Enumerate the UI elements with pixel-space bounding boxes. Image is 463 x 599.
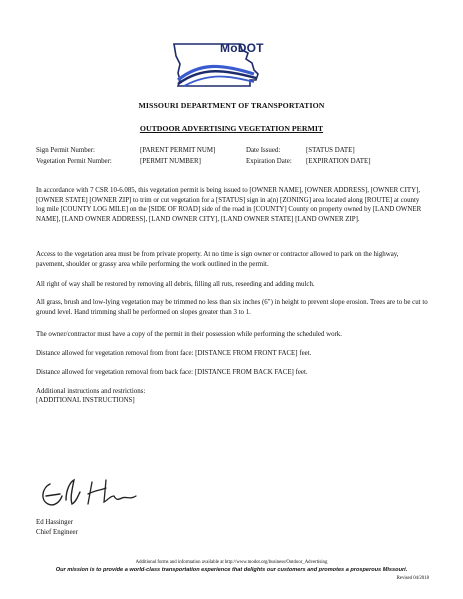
sign-permit-value: [PARENT PERMIT NUM] [140, 147, 216, 154]
additional-instructions-label: Additional instructions and restrictions: [36, 388, 146, 395]
trimming-paragraph: All grass, brush and low-lying vegetation may be trimmed no less than six inches (6") in height to prevent slope erosion. Trees are to be cut to ground level. Hand trimming shall be performed on slopes greater than 3 to 1. [36, 299, 428, 316]
expiration-date-value: [EXPIRATION DATE] [306, 158, 371, 165]
vegetation-permit-value: [PERMIT NUMBER] [140, 158, 201, 165]
date-issued-label: Date Issued: [246, 147, 281, 154]
footer-info: Additional forms and information available at http://www.modot.org/business/Outdoor_Advertising [135, 560, 328, 565]
possession-paragraph: The owner/contractor must have a copy of the permit in their possession while performing the scheduled work. [36, 331, 342, 338]
permit-issuance-paragraph: In accordance with 7 CSR 10-6.085, this vegetation permit is being issued to [OWNER NAME], [OWNER ADDRESS], [OWNER CITY], [OWNER STATE] [OWNER ZIP] to trim or cut vegetation for a [STATUS] sign in a(n) [ZONING] area located along [ROUTE] at county log mile [COUNTY LOG MILE] on the [SIDE OF ROAD] side of the road in [COUNTY] County on property owned by [LAND OWNER NAME], [LAND OWNER ADDRESS], [LAND OWNER CITY], [LAND OWNER STATE] [LAND OWNER ZIP]. [36, 187, 422, 223]
expiration-date-label: Expiration Date: [246, 158, 292, 165]
logo-wordmark: MoDOT [220, 41, 264, 55]
agency-heading: MISSOURI DEPARTMENT OF TRANSPORTATION [138, 101, 325, 110]
vegetation-permit-label: Vegetation Permit Number: [36, 158, 112, 165]
sign-permit-label: Sign Permit Number: [36, 147, 95, 154]
additional-instructions-value: [ADDITIONAL INSTRUCTIONS] [36, 397, 135, 404]
access-paragraph: Access to the vegetation area must be from private property. At no time is sign owner or contractor allowed to park on the highway, pavement, shoulder or grassy area while performing the work outlined in the permit. [36, 251, 399, 268]
revised-date: Revised 04/2018 [396, 576, 429, 581]
restoration-paragraph: All right of way shall be restored by removing all debris, filling all ruts, reseeding and adding mulch. [36, 281, 315, 288]
date-issued-value: [STATUS DATE] [306, 147, 355, 154]
signer-name: Ed Hassinger [36, 519, 73, 526]
modot-logo [170, 40, 282, 90]
handwritten-signature-icon [36, 470, 146, 516]
back-face-distance: Distance allowed for vegetation removal from back face: [DISTANCE FROM BACK FACE] feet. [36, 369, 308, 376]
front-face-distance: Distance allowed for vegetation removal from front face: [DISTANCE FROM FRONT FACE] feet. [36, 350, 312, 357]
permit-title: OUTDOOR ADVERTISING VEGETATION PERMIT [139, 124, 324, 133]
signer-title: Chief Engineer [36, 529, 78, 536]
signature [36, 470, 146, 516]
mission-statement: Our mission is to provide a world-class transportation experience that delights our customers and promotes a prosperous Missouri. [55, 567, 408, 573]
